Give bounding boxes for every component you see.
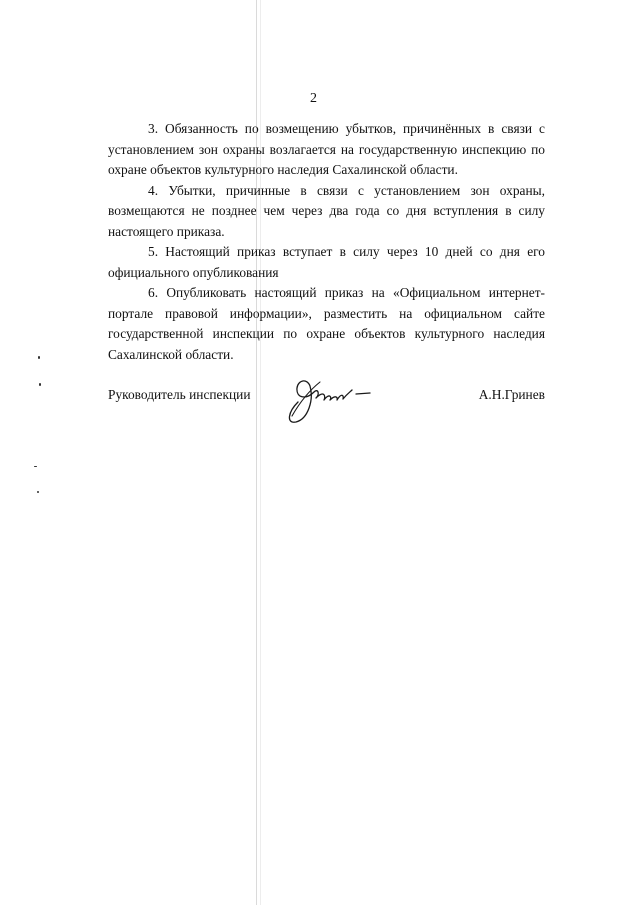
scan-speck [39,383,41,386]
signatory-title: Руководитель инспекции [108,387,251,402]
page-number: 2 [310,91,317,106]
paragraph-6: 6. Опубликовать настоящий приказ на «Официальном интернет-портале правовой информации», разместить на официальном сайте государственной инспекции по охране объектов культурного наследия Сахалинской области. [108,285,545,362]
document-body [108,119,545,365]
signatory-name: А.Н.Гринев [478,387,545,402]
paragraph-4: 4. Убытки, причинные в связи с установлением зон охраны, возмещаются не позднее чем через два года со дня вступления в силу настоящего приказа. [108,182,545,239]
scan-speck [34,466,37,467]
handwritten-signature [280,372,375,427]
paragraph-3: 3. Обязанность по возмещению убытков, причинённых в связи с установлением зон охраны возлагается на государственную инспекцию по охране объектов культурного наследия Сахалинской области. [108,121,545,177]
scan-speck [38,356,40,359]
scan-speck [37,491,39,493]
paragraph-5: 5. Настоящий приказ вступает в силу через 10 дней со дня его официального опубликования [108,244,545,280]
